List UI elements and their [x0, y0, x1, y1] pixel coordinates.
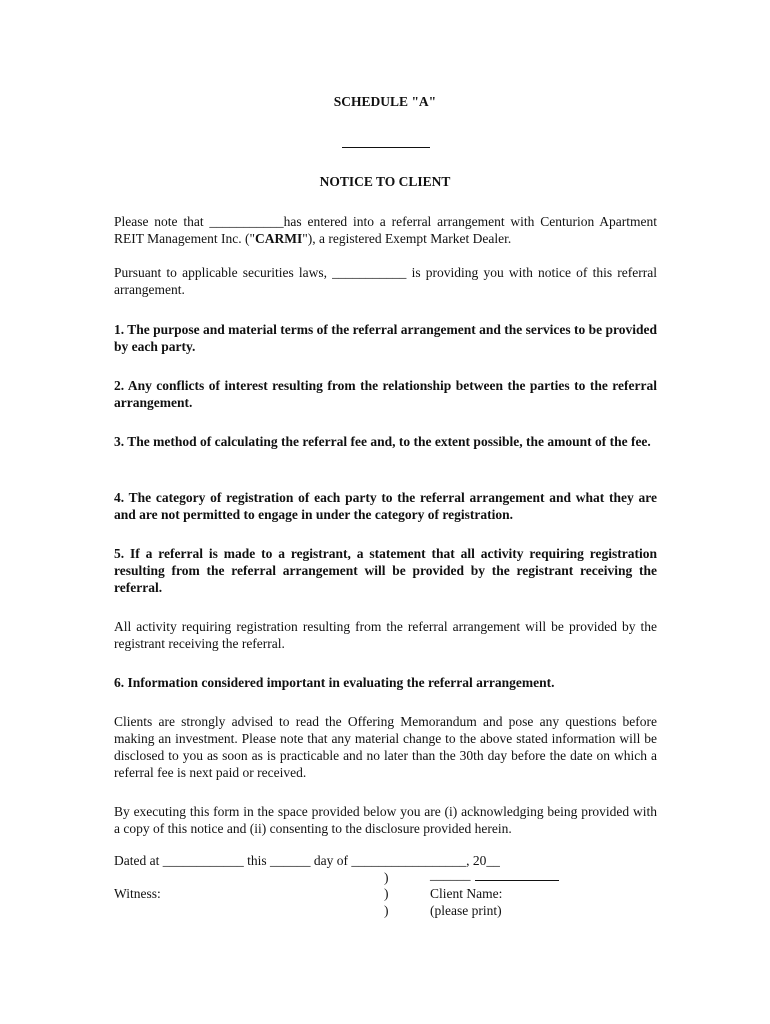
- dated-line: Dated at ____________ this ______ day of _________________, 20__: [114, 853, 500, 868]
- client-signature-blank: ______: [430, 867, 471, 882]
- paren-1: ): [384, 870, 389, 885]
- consent-paragraph: By executing this form in the space provided below you are (i) acknowledging being provided with a copy of this notice and (ii) consenting to the disclosure provided herein.: [114, 804, 657, 836]
- intro-text-after: "), a registered Exempt Market Dealer.: [302, 231, 512, 246]
- witness-label: Witness:: [114, 886, 161, 901]
- advice-paragraph: Clients are strongly advised to read the Offering Memorandum and pose any questions before making an investment. Please note that any material change to the above stated information will be disclosed to you as soon as is practicable and no later than the 30th day before the date on which a referral fee is next paid or received.: [114, 714, 657, 780]
- client-name-label: Client Name:: [430, 886, 503, 901]
- item-2: 2. Any conflicts of interest resulting from the relationship between the parties to the referral arrangement.: [114, 378, 657, 410]
- item-5-answer: All activity requiring registration resulting from the referral arrangement will be provided by the registrant receiving the referral.: [114, 619, 657, 651]
- paren-3: ): [384, 903, 389, 918]
- item-1: 1. The purpose and material terms of the referral arrangement and the services to be provided by each party.: [114, 322, 657, 354]
- schedule-title: SCHEDULE "A": [333, 94, 437, 109]
- please-print-label: (please print): [430, 903, 502, 918]
- notice-paragraph: Pursuant to applicable securities laws, ___________ is providing you with notice of this referral arrangement.: [114, 265, 657, 297]
- paren-2: ): [384, 886, 389, 901]
- item-3: 3. The method of calculating the referral fee and, to the extent possible, the amount of the fee.: [114, 434, 651, 449]
- item-5: 5. If a referral is made to a registrant, a statement that all activity requiring registration resulting from the referral arrangement will be provided by the registrant receiving the referral.: [114, 546, 657, 595]
- item-4: 4. The category of registration of each party to the referral arrangement and what they are and are not permitted to engage in under the category of registration.: [114, 490, 657, 522]
- intro-text-before: Please note that ___________has entered into a referral arrangement with Centurion Apartment REIT Management Inc. (": [114, 214, 657, 246]
- intro-paragraph: [114, 213, 657, 247]
- title-divider: [342, 147, 430, 148]
- item-6: 6. Information considered important in evaluating the referral arrangement.: [114, 675, 555, 690]
- carmi-abbrev: CARMI: [254, 231, 303, 246]
- client-signature-line: [475, 880, 559, 881]
- notice-title: NOTICE TO CLIENT: [319, 174, 451, 189]
